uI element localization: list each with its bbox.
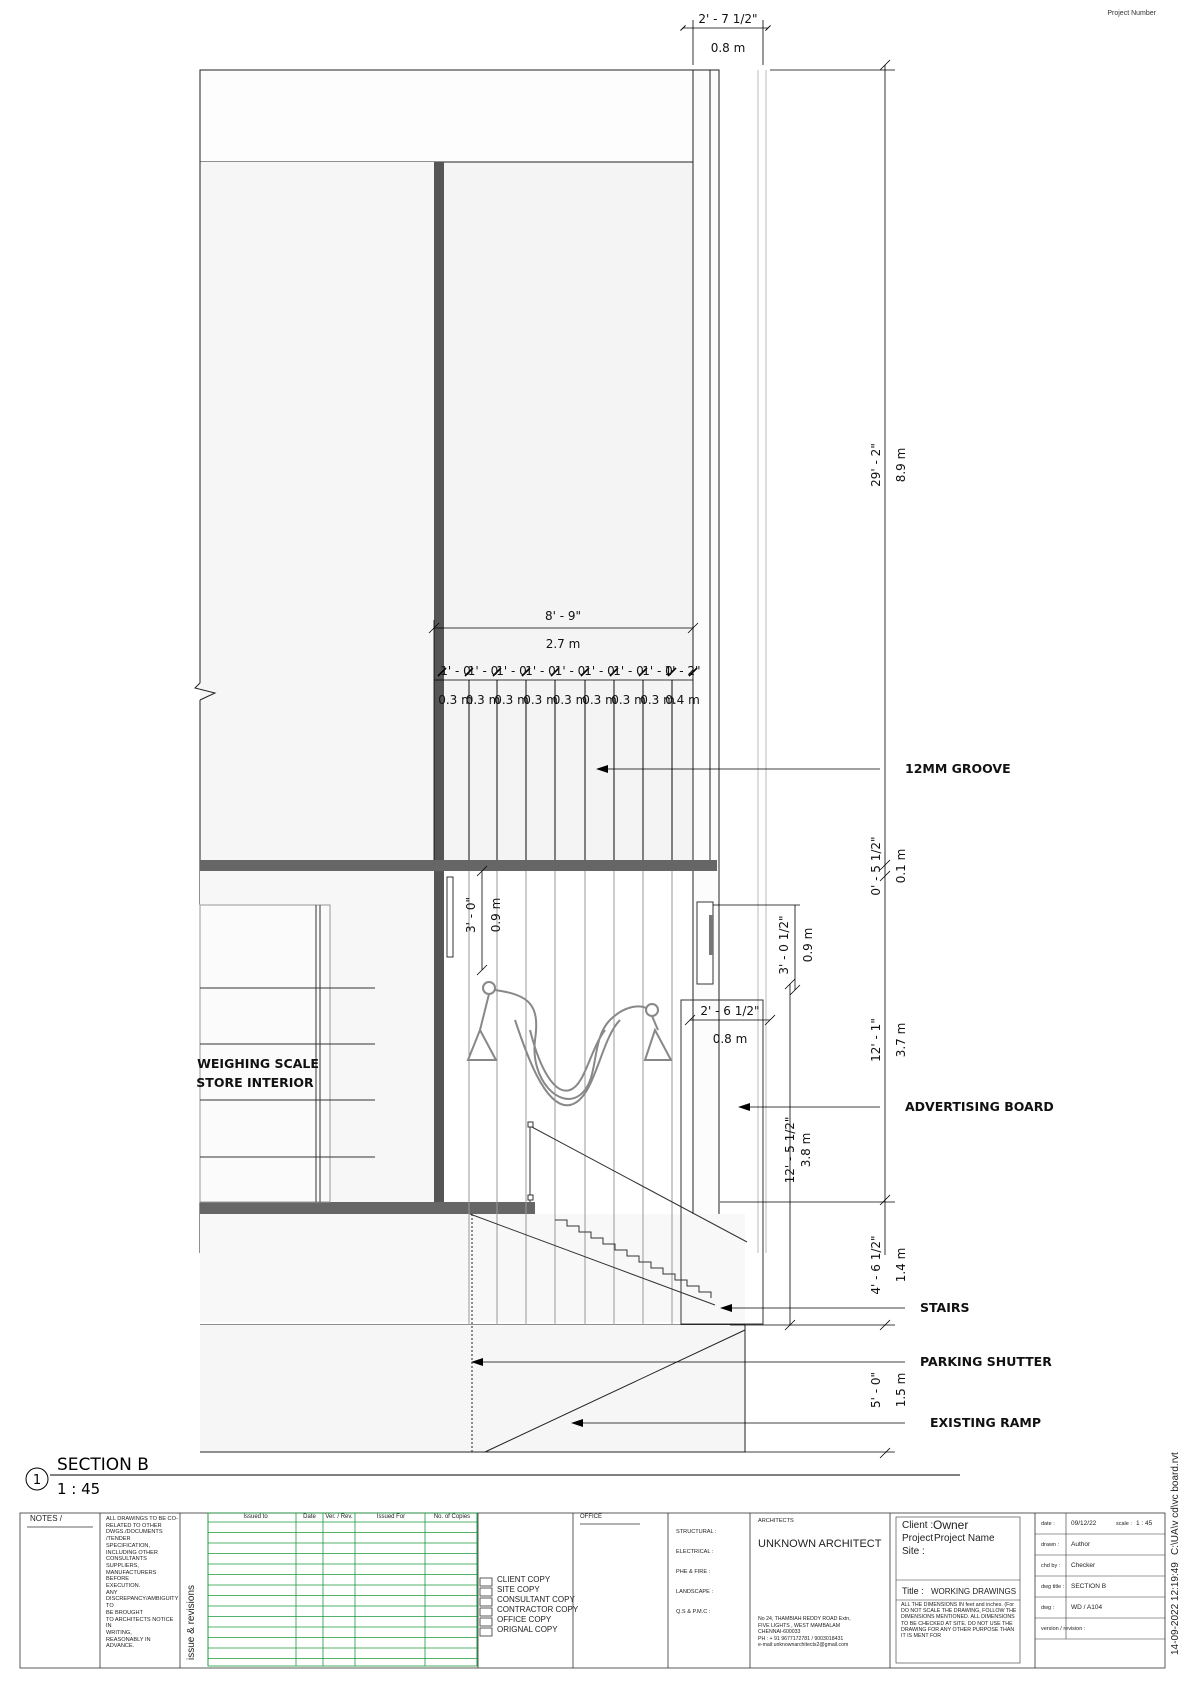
dim-stair-metric: 1.4 m — [894, 1247, 908, 1283]
label-stairs: STAIRS — [920, 1300, 970, 1315]
slot-metric-label: 0.3 m — [552, 693, 588, 707]
acp-panel — [440, 162, 693, 860]
copy-label: CONTRACTOR COPY — [497, 1605, 579, 1614]
notes-line: EXECUTION. — [106, 1583, 141, 1590]
disclaimer-line: DIMENSIONS MENTIONED. ALL DIMENSIONS — [901, 1614, 1015, 1621]
issue-header: Issued For — [376, 1514, 406, 1520]
copy-labels — [497, 1575, 578, 1635]
copy-label: SITE COPY — [497, 1585, 540, 1594]
dwg-value: WD / A104 — [1071, 1604, 1103, 1611]
dim-total-imperial: 29' - 2" — [869, 443, 883, 487]
notes-line: WRITING, — [106, 1629, 132, 1636]
drawn-label: drawn : — [1041, 1542, 1060, 1548]
notes-line: RELATED TO OTHER — [106, 1522, 162, 1529]
upper-left-wall — [200, 162, 434, 860]
date-label: date : — [1041, 1521, 1055, 1527]
dim-floor-imperial: 12' - 1" — [869, 1018, 883, 1062]
dim-board-height-metric: 3.8 m — [799, 1132, 813, 1168]
slot-metric-label: 0.3 m — [465, 693, 501, 707]
dwg-title-label: dwg title : — [1041, 1584, 1065, 1590]
disclaimer-line: ALL THE DIMENSIONS IN feet and inches. (For — [901, 1602, 1015, 1608]
slot-imperial-label: 1' - 0 — [467, 664, 499, 678]
slot-imperial-label: 1' - 0 — [440, 664, 471, 678]
label-parking-shutter: PARKING SHUTTER — [920, 1354, 1052, 1369]
notes-line: TO ARCHITECTS NOTICE IN — [106, 1616, 174, 1630]
info-grid — [1035, 1513, 1165, 1639]
scale-label: scale : — [1116, 1521, 1132, 1527]
client-value: Owner — [933, 1518, 969, 1532]
dim-board-width-metric: 0.8 m — [712, 1032, 748, 1046]
copy-checkbox[interactable] — [480, 1608, 492, 1616]
dim-ramp-metric: 1.5 m — [894, 1372, 908, 1408]
issue-header: Date — [303, 1514, 316, 1520]
label-store-line2: STORE INTERIOR — [196, 1075, 314, 1090]
project-number-label: Project Number — [1107, 10, 1156, 17]
checked-label: chd by : — [1041, 1563, 1061, 1569]
parapet-band — [200, 70, 693, 162]
notes-line: SPECIFICATION, — [106, 1542, 151, 1549]
notes-line: ALL DRAWINGS TO BE CO- — [106, 1516, 178, 1522]
issue-label: issue & revisions — [186, 1584, 197, 1660]
address-line: e-mail:unknownarchitects2@gmail.com — [758, 1642, 849, 1648]
slot-metric-label: 0.3 m — [640, 693, 675, 707]
slot-metric-label: 0.4 m — [665, 693, 700, 707]
notes-text — [106, 1516, 178, 1650]
title-value: WORKING DRAWINGS — [931, 1587, 1017, 1596]
notes-line: REASONABLY IN ADVANCE. — [106, 1636, 151, 1650]
dwg-title-value: SECTION B — [1071, 1583, 1107, 1590]
architect-name: UNKNOWN ARCHITECT — [758, 1538, 882, 1550]
consultant-label: STRUCTURAL : — [676, 1529, 717, 1535]
copy-checkbox[interactable] — [480, 1628, 492, 1636]
slot-imperial-label: 1' - 0 — [584, 664, 615, 678]
version-label: version / revision : — [1041, 1626, 1086, 1632]
copy-checkbox[interactable] — [480, 1598, 492, 1606]
dim-floor-metric: 3.7 m — [894, 1022, 908, 1058]
address-line: FIVE LIGHTS , WEST MAMBALAM — [758, 1622, 841, 1629]
slot-imperial-label: 1' - 0 — [613, 664, 644, 678]
light-fixture — [447, 877, 453, 957]
address-line: CHENNAI-600033 — [758, 1629, 801, 1635]
slot-metric-label: 0.3 m — [523, 693, 558, 707]
consultant-label: PHE & FIRE : — [676, 1569, 711, 1575]
date-value: 09/12/22 — [1071, 1520, 1097, 1527]
notes-line: CONSULTANTS SUPPLIERS, — [106, 1556, 147, 1569]
label-store-line1: WEIGHING SCALE — [197, 1056, 319, 1071]
right-column — [693, 70, 719, 1253]
site-label: Site : — [902, 1546, 925, 1557]
slot-imperial-label: 1' - 0 — [642, 664, 673, 678]
client-label: Client : — [902, 1520, 934, 1531]
label-12mm-groove: 12MM GROOVE — [905, 761, 1011, 776]
dim-top-metric: 0.8 m — [710, 41, 746, 55]
dim-slab-metric: 0.1 m — [894, 848, 908, 884]
drawn-value: Author — [1071, 1541, 1091, 1548]
consultant-label: LANDSCAPE : — [676, 1589, 713, 1595]
issue-header: Issued to — [243, 1514, 268, 1520]
address-line: No 24, THAMBIAH REDDY ROAD Extn, — [758, 1616, 851, 1622]
slot-metric-label: 0.3 m — [438, 693, 473, 707]
consultant-label: ELECTRICAL : — [676, 1549, 714, 1555]
label-existing-ramp: EXISTING RAMP — [930, 1415, 1041, 1430]
slot-imperial-label: 1' - 2" — [664, 664, 701, 678]
issue-table — [208, 1513, 477, 1666]
dim-box-imperial: 3' - 0 1/2" — [777, 915, 791, 975]
checked-value: Checker — [1071, 1562, 1096, 1569]
consultant-label: Q.S & P.M.C : — [676, 1609, 711, 1615]
slot-imperial-label: 1' - 0 — [496, 664, 527, 678]
notes-line: INCLUDING OTHER — [106, 1549, 158, 1556]
notes-line: MANUFACTURERS BEFORE — [106, 1569, 157, 1583]
consultant-list — [676, 1522, 717, 1622]
slot-metric-label: 0.3 m — [611, 693, 646, 707]
disclaimer-line: DRAWING FOR ANY OTHER PURPOSE THAN — [901, 1626, 1015, 1633]
dim-box-metric: 0.9 m — [801, 927, 815, 963]
dim-stair-imperial: 4' - 6 1/2" — [869, 1235, 883, 1295]
notes-line: ANY — [106, 1589, 118, 1596]
dim-panel-imperial: 8' - 9" — [544, 609, 582, 623]
notes-line: BE BROUGHT — [106, 1609, 143, 1616]
copy-checkbox[interactable] — [480, 1618, 492, 1626]
architects-label: ARCHITECTS — [758, 1518, 794, 1524]
view-title: SECTION B — [57, 1455, 149, 1475]
slot-imperial-label: 1' - 0 — [525, 664, 556, 678]
copy-label: CONSULTANT COPY — [497, 1595, 575, 1604]
ground-floor-slab — [200, 1202, 535, 1214]
architect-address — [758, 1616, 851, 1649]
issue-header: Ver. / Rev. — [325, 1514, 353, 1520]
copy-checkbox[interactable] — [480, 1588, 492, 1596]
copy-label: ORIGNAL COPY — [497, 1625, 558, 1634]
copy-checkbox[interactable] — [480, 1578, 492, 1586]
slot-metric-label: 0.3 m — [494, 693, 529, 707]
disclaimer-line: DO NOT SCALE THE DRAWING, FOLLOW THE — [901, 1608, 1017, 1615]
dwg-label: dwg : — [1041, 1605, 1055, 1611]
project-label: Project — [902, 1533, 934, 1544]
dim-top-imperial: 2' - 7 1/2" — [698, 12, 758, 26]
issue-header: No. of Copies — [433, 1514, 471, 1520]
copy-checklist — [480, 1578, 492, 1636]
disclaimer-text — [901, 1602, 1019, 1639]
issue-grid — [208, 1513, 477, 1666]
dim-inner-metric: 0.9 m — [489, 897, 503, 933]
dim-board-height-imperial: 12' - 5 1/2" — [783, 1116, 797, 1184]
dim-ramp-imperial: 5' - 0" — [869, 1371, 883, 1409]
scale-value: 1 : 45 — [1136, 1520, 1153, 1527]
copy-label: OFFICE COPY — [497, 1615, 552, 1624]
dim-total-metric: 8.9 m — [894, 447, 908, 483]
slot-imperial-label: 1' - 0 — [554, 664, 586, 678]
office-label: OFFICE — [580, 1514, 602, 1520]
dim-slab-imperial: 0' - 5 1/2" — [869, 836, 883, 896]
side-stamp-path: C:\UA\v cd\vc board.rvt — [1170, 1452, 1181, 1555]
notes-label: NOTES / — [30, 1514, 63, 1523]
view-scale: 1 : 45 — [57, 1480, 101, 1498]
logo-weighing-scale — [468, 982, 671, 1105]
side-stamp-datetime: 14-09-2022 12:19:49 — [1170, 1562, 1181, 1655]
project-value: Project Name — [934, 1533, 995, 1544]
disclaimer-line: TO BE CHECKED AT SITE. DO NOT USE THE — [901, 1620, 1013, 1627]
label-advertising-board: ADVERTISING BOARD — [905, 1099, 1054, 1114]
copy-label: CLIENT COPY — [497, 1575, 551, 1584]
dim-board-width-imperial: 2' - 6 1/2" — [700, 1004, 760, 1018]
slot-metric-label: 0.3 m — [582, 693, 617, 707]
disclaimer-line: IT IS MENT FOR — [901, 1633, 942, 1640]
dim-inner-imperial: 3' - 0" — [464, 896, 478, 934]
building-section — [195, 70, 766, 1452]
dim-panel-metric: 2.7 m — [545, 637, 581, 651]
title-label: Title : — [902, 1586, 924, 1596]
first-floor-slab — [200, 860, 717, 871]
notes-line: DISCREPANCY/AMBIGUITY TO — [106, 1596, 179, 1610]
notes-line: DWGS./DOCUMENTS /TENDER — [106, 1529, 163, 1543]
steel-mullion — [434, 162, 444, 1202]
view-number: 1 — [32, 1473, 42, 1488]
address-line: PH : + 91 9677172781 / 9003018431 — [758, 1635, 844, 1642]
